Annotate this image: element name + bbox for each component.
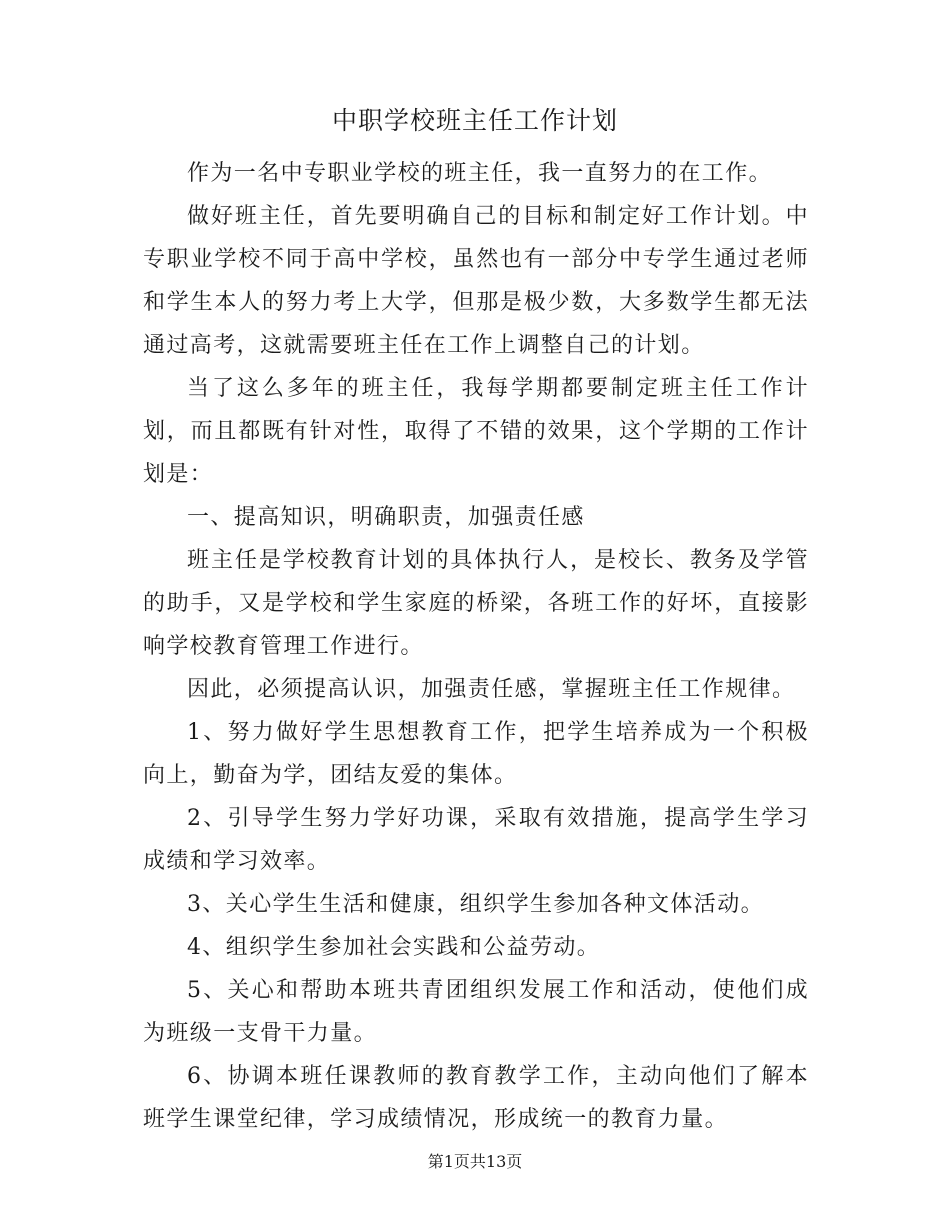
page-number: 第1页共13页 <box>427 1152 523 1171</box>
paragraph: 当了这么多年的班主任，我每学期都要制定班主任工作计划，而且都既有针对性，取得了不错的效果，这个学期的工作计划是： <box>143 376 809 487</box>
list-item: 5、关心和帮助本班共青团组织发展工作和活动，使他们成为班级一支骨干力量。 <box>143 978 809 1046</box>
document-body <box>143 152 809 1141</box>
list-item: 3、关心学生生活和健康，组织学生参加各种文体活动。 <box>187 892 764 917</box>
paragraph: 因此，必须提高认识，加强责任感，掌握班主任工作规律。 <box>187 677 796 702</box>
list-item: 6、协调本班任课教师的教育教学工作，主动向他们了解本班学生课堂纪律，学习成绩情况，形成统一的教育力量。 <box>143 1064 809 1132</box>
paragraph: 作为一名中专职业学校的班主任，我一直努力的在工作。 <box>187 161 773 186</box>
list-item: 2、引导学生努力学好功课，采取有效措施，提高学生学习成绩和学习效率。 <box>143 806 809 874</box>
paragraph: 做好班主任，首先要明确自己的目标和制定好工作计划。中专职业学校不同于高中学校，虽然也有一部分中专学生通过老师和学生本人的努力考上大学，但那是极少数，大多数学生都无法通过高考，这就需要班主任在工作上调整自己的计划。 <box>143 204 809 358</box>
section-heading: 一、提高知识，明确职责，加强责任感 <box>187 505 585 530</box>
list-item: 1、努力做好学生思想教育工作，把学生培养成为一个积极向上，勤奋为学，团结友爱的集体。 <box>143 720 809 788</box>
paragraph: 班主任是学校教育计划的具体执行人，是校长、教务及学管的助手，又是学校和学生家庭的桥梁，各班工作的好坏，直接影响学校教育管理工作进行。 <box>143 548 809 659</box>
document-title: 中职学校班主任工作计划 <box>331 106 618 135</box>
list-item: 4、组织学生参加社会实践和公益劳动。 <box>187 935 601 960</box>
